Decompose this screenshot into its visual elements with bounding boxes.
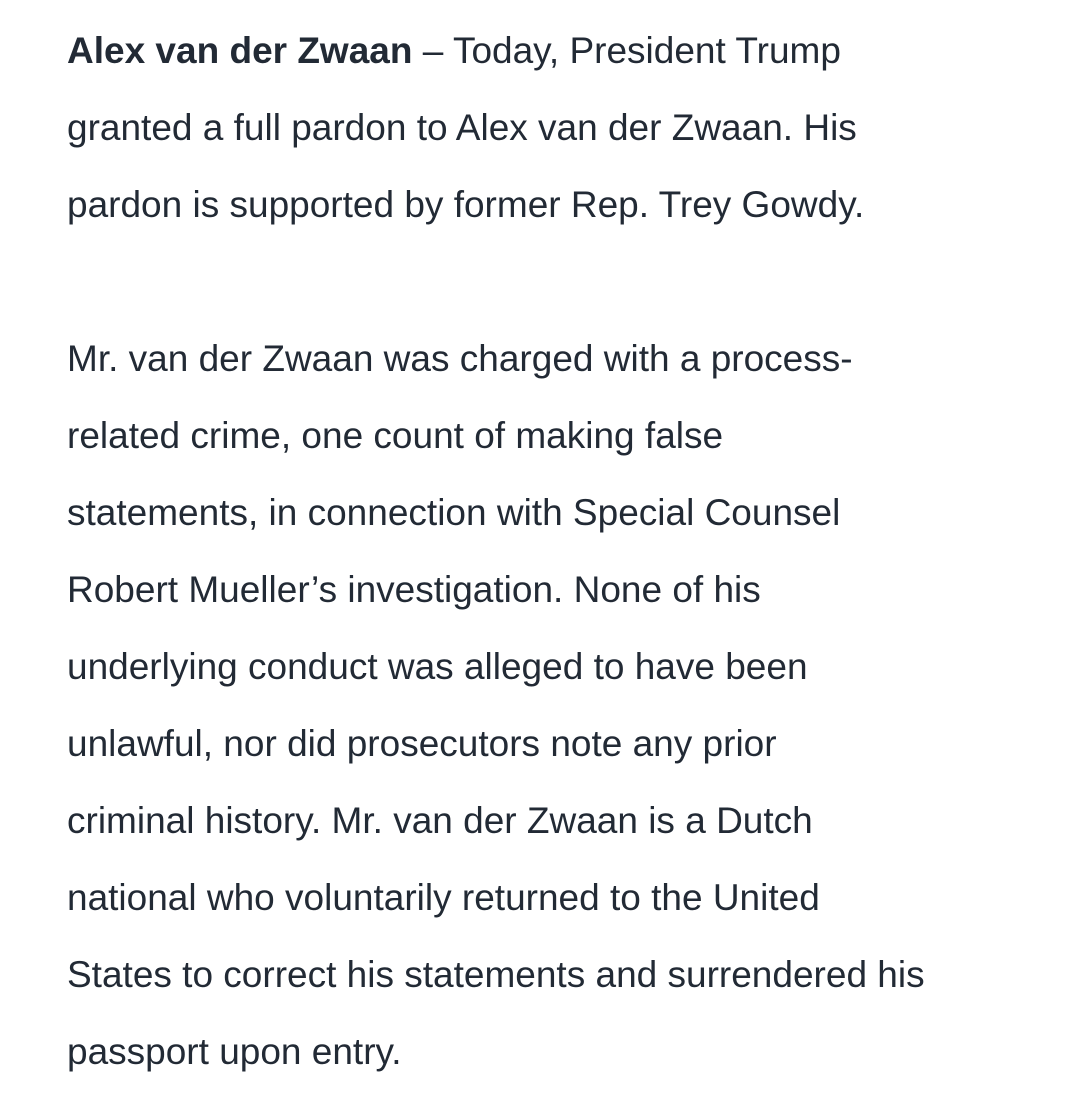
person-name: Alex van der Zwaan — [67, 30, 413, 71]
paragraph-line: passport upon entry. — [67, 1031, 402, 1072]
paragraph-line: criminal history. Mr. van der Zwaan is a Dutch — [67, 800, 813, 841]
paragraph-line: statements, in connection with Special Counsel — [67, 492, 841, 533]
paragraph-line: national who voluntarily returned to the United — [67, 877, 820, 918]
paragraph-line: underlying conduct was alleged to have been — [67, 646, 808, 687]
article-body — [67, 12, 1057, 1090]
paragraph-line: Robert Mueller’s investigation. None of his — [67, 569, 761, 610]
paragraph-spacer — [67, 243, 1057, 320]
paragraph-line — [67, 12, 1057, 89]
charge-details-paragraph — [67, 320, 1057, 1090]
paragraph-line: pardon is supported by former Rep. Trey Gowdy. — [67, 184, 865, 225]
paragraph-line: related crime, one count of making false — [67, 415, 724, 456]
announcement-text: – Today, President Trump — [412, 30, 841, 71]
paragraph-line: granted a full pardon to Alex van der Zwaan. His — [67, 107, 857, 148]
pardon-announcement-paragraph — [67, 12, 1057, 243]
paragraph-line: States to correct his statements and surrendered his — [67, 954, 925, 995]
paragraph-line: Mr. van der Zwaan was charged with a process- — [67, 338, 853, 379]
paragraph-line: unlawful, nor did prosecutors note any prior — [67, 723, 777, 764]
